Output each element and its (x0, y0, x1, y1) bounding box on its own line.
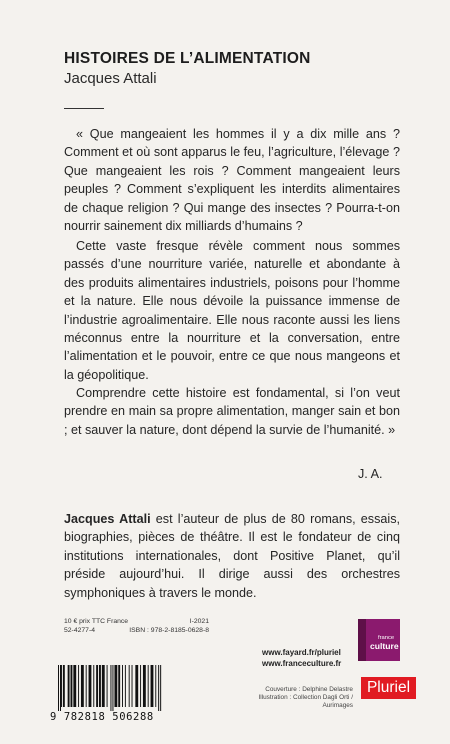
barcode-bar (81, 665, 84, 707)
barcode-digits: 9 782818 506288 (50, 711, 154, 723)
barcode-bar (78, 665, 79, 707)
barcode-bar (125, 665, 126, 707)
meta-row-2 (64, 626, 209, 635)
price: 10 € prix TTC France (64, 618, 129, 625)
blurb-paragraph-3: Comprendre cette histoire est fondamental, si l’on veut prendre en main sa propre alimentation, manger sain et bon ; et sauver la nature, dont dépend la survie de l’humanité. » (64, 386, 400, 437)
barcode-bar (118, 665, 120, 707)
book-author: Jacques Attali (64, 70, 157, 87)
barcode-bar (155, 665, 156, 707)
blurb-paragraph-2: Cette vaste fresque révèle comment nous sommes passés d’une nourriture variée, naturelle et abondante à des produits alimentaires industriels, poisons pour l’homme et la nature. Elle nous dévoile la puissance immense de l’industrie agroalimentaire. Elle nous raconte aussi les liens méconnus entre la nourriture et la conversation, entre l’alimentation et le pouvoir, entre ce que nous mangeons et la géopolitique. (64, 239, 400, 382)
publisher-urls (262, 647, 341, 669)
barcode-bar (99, 665, 101, 707)
barcode-bar (140, 665, 141, 707)
blurb-paragraph-1: « Que mangeaient les hommes il y a dix mille ans ? Comment et où sont apparus le feu, l’agriculture, l’élevage ? Que mangeaient les rois ? Comment mangeaient leurs peuples ? Comment s’expliquent les interdits alimentaires de chaque religion ? Qui mange des insectes ? Pourra-t-on nourrir sainement dix milliards d’humains ? (64, 127, 400, 234)
barcode-bar (158, 665, 159, 711)
barcode-bar (132, 665, 133, 707)
credits (218, 686, 353, 711)
isbn: ISBN : 978-2-8185-0628-8 (129, 627, 209, 634)
blurb-paragraph (64, 384, 400, 453)
author-bio (64, 510, 400, 602)
franceculture-logo (358, 619, 400, 661)
barcode-bar (86, 665, 87, 707)
title-divider (64, 108, 104, 109)
url-franceculture[interactable]: www.franceculture.fr (262, 659, 342, 668)
franceculture-logo-big: culture (370, 641, 399, 651)
pluriel-logo: Pluriel (361, 677, 416, 699)
book-meta (64, 617, 209, 635)
barcode-bar (160, 665, 161, 711)
barcode-bar (89, 665, 92, 707)
bio-author-name: Jacques Attali (64, 512, 151, 526)
meta-row-1 (64, 617, 209, 626)
barcode-bar (96, 665, 98, 707)
edition: I-2021 (189, 618, 209, 625)
barcode-bar (60, 665, 61, 711)
barcode (52, 665, 202, 713)
barcode-bar (102, 665, 105, 707)
credit-agency: Aurimages (322, 702, 353, 710)
blurb-signature: J. A. (358, 467, 383, 481)
barcode-bar (143, 665, 146, 707)
barcode-bar (71, 665, 73, 707)
blurb-paragraph (64, 125, 400, 249)
barcode-bar (63, 665, 65, 707)
barcode-bar (148, 665, 149, 707)
bio-text: est l’auteur de plus de 80 romans, essais, biographies, pièces de théâtre. Il est le fondateur de cinq institutions internationales, dont Positive Planet, qu’il préside aujourd’hui. Il dirige aussi des orchestres symphoniques à travers le monde. (64, 512, 400, 600)
barcode-bar (73, 665, 76, 707)
credit-cover: Couverture : Delphine Delastre (265, 686, 353, 693)
book-title: HISTOIRES DE L’ALIMENTATION (64, 50, 311, 67)
barcode-bar (61, 665, 62, 707)
franceculture-logo-bar (358, 619, 366, 661)
product-code: 52-4277-4 (64, 627, 95, 634)
franceculture-logo-small: france (378, 635, 395, 641)
barcode-bar (93, 665, 94, 707)
barcode-bar (110, 665, 111, 711)
blurb-paragraph (64, 237, 400, 398)
barcode-bar (107, 665, 108, 707)
barcode-bar (58, 665, 59, 711)
barcode-bar (129, 665, 130, 707)
barcode-bar (135, 665, 138, 707)
barcode-bar (151, 665, 154, 707)
barcode-bar (112, 665, 113, 711)
url-fayard[interactable]: www.fayard.fr/pluriel (262, 648, 341, 657)
barcode-bar (122, 665, 123, 707)
barcode-bar (114, 665, 117, 707)
credit-illustration: Illustration : Collection Dagli Orti / (258, 694, 353, 702)
barcode-bar (68, 665, 70, 707)
